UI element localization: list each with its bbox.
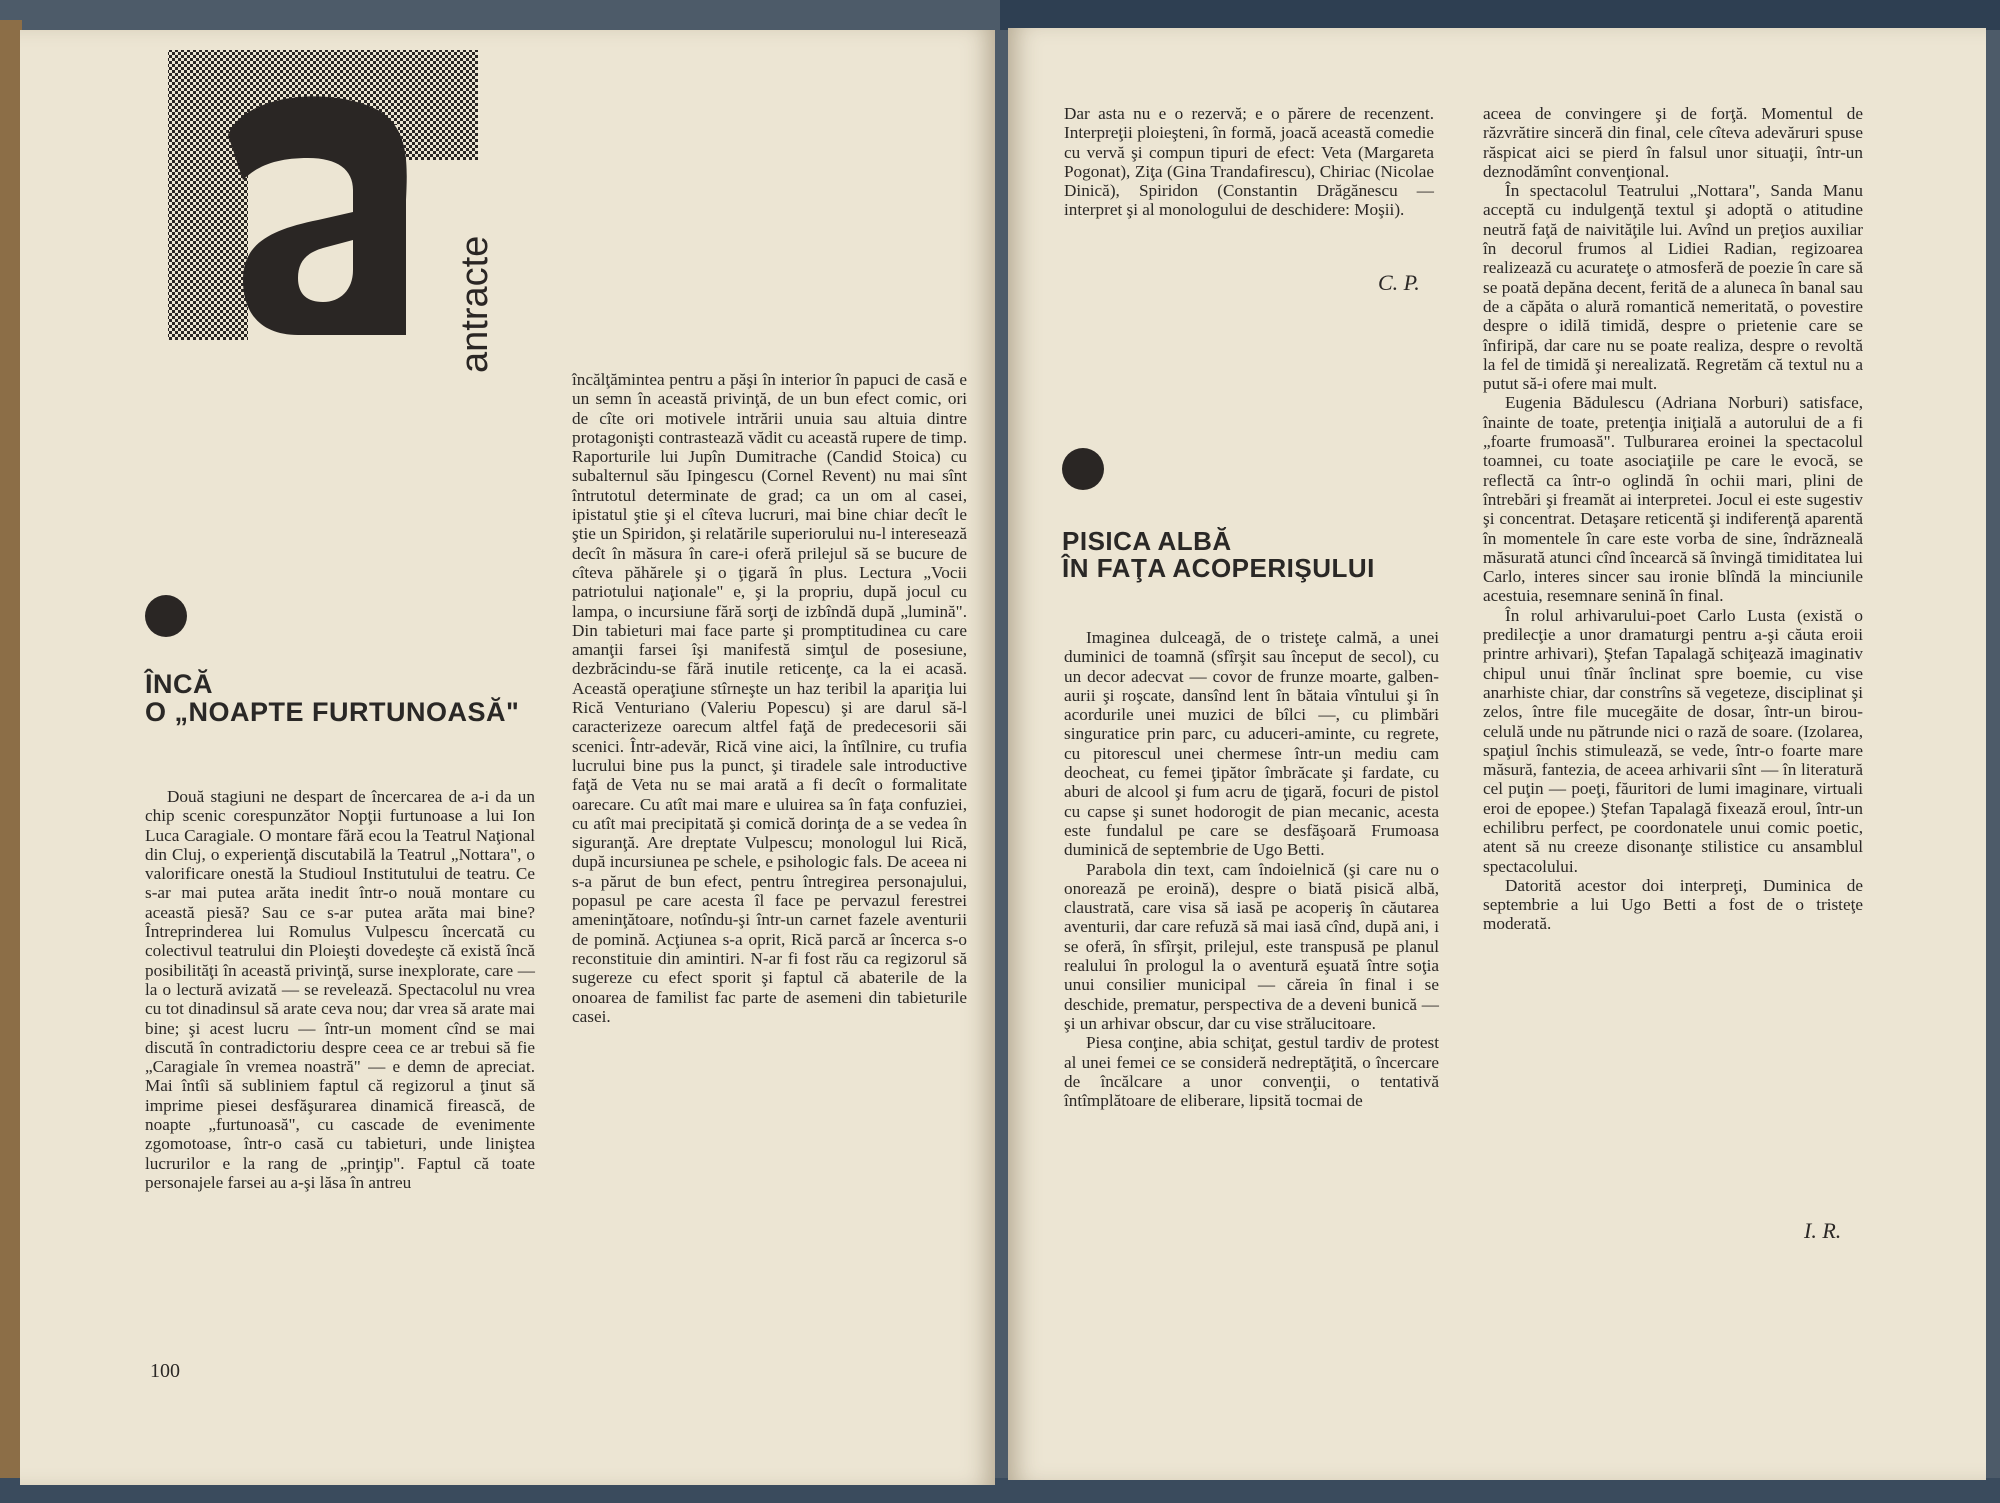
right-cover-edge	[1000, 0, 2000, 30]
article1-signature: C. P.	[1378, 270, 1420, 295]
article2-column-1	[1064, 628, 1439, 1110]
paragraph: Parabola din text, cam îndoielnică (şi care nu o onorează pe eroină), despre o biată pisică albă, claustrată, care visa să iasă pe acoperiş în căutarea aventurii, dar care refuză să mai iasă cînd, după ani, i se oferă, în sfîrşit, prilejul, este transpusă pe planul realului în prologul la o aventură eşuată între soţia unui consilier municipal — căreia în final i se deschide, prematur, perspectiva de a deveni bunică — şi un arhivar obscur, dar cu vise strălucitoare.	[1064, 859, 1439, 1033]
page-number: 100	[150, 1360, 180, 1382]
article-bullet	[145, 595, 187, 637]
article1-column-2	[572, 370, 967, 1026]
article-bullet	[1062, 448, 1104, 490]
paragraph: Datorită acestor doi interpreţi, Duminica de septembrie a lui Ugo Betti a fost de o tristeţe moderată.	[1483, 875, 1863, 934]
paragraph: Dar asta nu e o rezervă; e o părere de recenzent. Interpreţii ploieşteni, în formă, joacă această comedie cu vervă şi compun tipuri de efect: Veta (Margareta Pogonat), Ziţa (Gina Trandafirescu), Chiriac (Nicolae Dinică), Spiridon (Constantin Drăgănescu — interpret şi al monologului de deschidere: Moşii).	[1064, 104, 1434, 220]
article1-column-3	[1064, 104, 1434, 220]
article2-title-line1: PISICA ALBĂ	[1062, 526, 1232, 556]
left-page-edge	[0, 20, 22, 1490]
paragraph: În spectacolul Teatrului „Nottara", Sanda Manu acceptă cu indulgenţă textul şi adoptă o atitudine neutră faţă de naivităţile lui. Avînd un preţios auxiliar în decorul frumos al Lidiei Radian, regizoarea realizează cu acurateţe o atmosferă de poezie în care să se poată depăna decent, ferită de a aluneca în banal sau de a căpăta o alură romantică nemeritată, o povestire despre o idilă timidă, despre o prietenie care se înfiripă, dar care nu se poate realiza, despre o revoltă la fel de timidă şi nerealizată. Regretăm că textul nu a putut să-i ofere mai mult.	[1483, 181, 1863, 394]
rubric-label	[435, 208, 525, 378]
left-page	[20, 27, 995, 1485]
logo-letter: a	[148, 27, 156, 44]
rubric-text: antracte	[454, 235, 496, 373]
article2-column-2	[1483, 104, 1863, 934]
article1-column-1	[145, 787, 535, 1192]
article2-signature: I. R.	[1804, 1218, 1842, 1243]
paragraph: Eugenia Bădulescu (Adriana Norburi) satisface, înainte de toate, pretenţia iniţială a autorului de a fi „foarte frumoasă". Tulburarea eroinei la spectacolul toamnei, cu toate asociaţiile pe care le evocă, se reflectă ca într-o oglindă în ochii mari, plini de întrebări şi freamăt ai interpretei. Jocul ei este sugestiv şi concentrat. Detaşare reticentă şi indiferenţă aparentă în momentele în care este vorba de sine, îndrăzneală măsurată atunci cînd încearcă să învingă timiditatea lui Carlo, interes sincer sau ironie blîndă la minciunile acestuia, resemnare senină în final.	[1483, 393, 1863, 606]
paragraph: În rolul arhivarului-poet Carlo Lusta (există o predilecţie a unor dramaturgi pentru a-şi căuta eroii printre arhivari), Ştefan Tapalagă schiţează imaginativ chipul unui tînăr înclinat spre boemie, cu vise anarhiste chiar, dar constrîns să vegeteze, disciplinat şi zelos, între file mucegăite de dosar, într-un birou-celulă unde nu pătrunde nici o rază de soare. (Izolarea, spaţiul închis stimulează, se vede, într-o foarte mare măsură, fantezia, de aceea arhivarii sînt — în literatură cel puţin — poeţi, făuritori de lumi imaginare, virtuali eroi de epopee.) Ştefan Tapalagă fixează eroul, într-un echilibru perfect, pe coordonatele unui comic poetic, atent să nu creeze disonanţe stilistice cu ansamblul spectacolului.	[1483, 605, 1863, 876]
right-page	[1008, 28, 1986, 1480]
article2-title	[1062, 528, 1375, 583]
paragraph: încălţămintea pentru a păşi în interior în papuci de casă e un semn în această privinţă, de un bun efect comic, ori de cîte ori motivele intrării unuia sau altuia dintre protagonişti contrastează vădit cu această rupere de timp. Raporturile lui Jupîn Dumitrache (Candid Stoica) cu subalternul său Ipingescu (Cornel Revent) nu mai sînt întrutotul determinate de grad; ca un om al casei, ipistatul ştie şi el cîteva lucruri, mai bine chiar decît le ştie un Spiridon, şi relatările superiorului nu-l interesează decît în măsura în care-i oferă prilejul să se bucure de cîteva păhărele şi o ţigară în plus. Lectura „Vocii patriotului naţionale" e, şi la propriu, după jocul cu lampa, o incursiune fără sorţi de izbîndă după „lumină". Din tabieturi mai face parte şi promptitudinea cu care amanţii farsei îşi manifestă simţul de posesiune, dezbrăcindu-se fără inutile reticenţe, ca la ei acasă. Această operaţiune stîrneşte un haz teribil la apariţia lui Rică Venturiano (Valeriu Popescu) şi are darul să-l caracterizeze oarecum altfel faţă de predecesorii săi scenici. Într-adevăr, Rică vine aici, la întîlnire, cu trufia lucrului bine pus la punct, şi tiradele sale introductive faţă de Veta nu se mai arată a fi decît o formalitate oarecare. Cu atît mai mare e uluirea sa în faţa confuziei, cu atît mai precipitată şi comică dorinţa de a se vedea în siguranţă. Are dreptate Vulpescu; monologul lui Rică, după incursiunea pe schele, e psihologic fals. De aceea ni s-a părut de bun efect, pentru întregirea personajului, popasul pe care acesta îl face pe pervazul ferestrei ameninţătoare, notîndu-şi într-un carnet fazele aventurii de pomină. Acţiunea s-a oprit, Rică parcă ar încerca s-o reconstituie din amintiri. N-ar fi fost rău ca regizorul să sugereze cu efect sporit şi faptul că abaterile de la onoarea de familist fac parte de asemeni din tabieturile casei.	[572, 370, 967, 1026]
article1-title	[145, 670, 519, 727]
paragraph: Piesa conţine, abia schiţat, gestul tardiv de protest al unei femei ce se consideră nedreptăţită, o încercare de încălcare a unor convenţii, o tentativă întîmplătoare de eliberare, lipsită tocmai de	[1064, 1033, 1439, 1111]
paragraph: aceea de convingere şi de forţă. Momentul de răzvrătire sinceră din final, cele cîteva adevăruri spuse răspicat aici se pierd în falsul unor situaţii, într-un deznodămînt convenţional.	[1483, 104, 1863, 181]
article1-title-line1: ÎNCĂ	[145, 669, 213, 699]
article1-title-line2: O „NOAPTE FURTUNOASĂ"	[145, 697, 520, 728]
article2-title-line2: ÎN FAŢA ACOPERIŞULUI	[1062, 553, 1375, 584]
paragraph: Imaginea dulceagă, de o tristeţe calmă, a unei duminici de toamnă (sfîrşit sau început de secol), cu un decor adecvat — covor de frunze moarte, galben-aurii şi roşcate, dansînd lent în bătaia vîntului şi în acordurile unei muzici de bîlci —, cu plimbări singuratice prin parc, cu aduceri-aminte, cu regrete, cu pitorescul unei chermese într-un mediu cam deocheat, cu femei ţipător îmbrăcate şi fardate, cu aburi de alcool şi fum acru de ţigară, focuri de pistol cu capse şi sunet hodorogit de pian mecanic, acesta este fundalul pe care se desfăşoară Frumoasa duminică de septembrie de Ugo Betti.	[1064, 628, 1439, 860]
paragraph: Două stagiuni ne despart de încercarea de a-i da un chip scenic corespunzător Nopţii furtunoase a lui Ion Luca Caragiale. O montare fără ecou la Teatrul Naţional din Cluj, o experienţă discutabilă la Teatrul „Nottara", o valorificare onestă la Studioul Institutului de teatru. Ce s-ar mai putea arăta inedit într-o nouă montare cu această piesă? Sau ce s-ar putea arăta mai bine? Întreprinderea lui Romulus Vulpescu încercată cu colectivul teatrului din Ploieşti dovedeşte că există încă posibilităţi în această privinţă, surse inexplorate, care — la o lectură avizată — se revelează. Spectacolul nu vrea cu tot dinadinsul să arate ceva nou; dar vrea să arate mai bine; şi acest lucru — într-un moment cînd se mai discută în contradictoriu despre ceea ce ar trebui să fie „Caragiale în vremea noastră" — e demn de apreciat. Mai întîi să subliniem faptul că regizorul a ţinut să imprime piesei desfăşurarea dinamică firească, de noapte „furtunoasă", cu cascade de evenimente zgomotoase, într-o casă cu tabieturi, unde liniştea lucrurilor e la rang de „prinţip". Faptul că toate personajele farsei au a-şi lăsa în antreu	[145, 787, 535, 1192]
